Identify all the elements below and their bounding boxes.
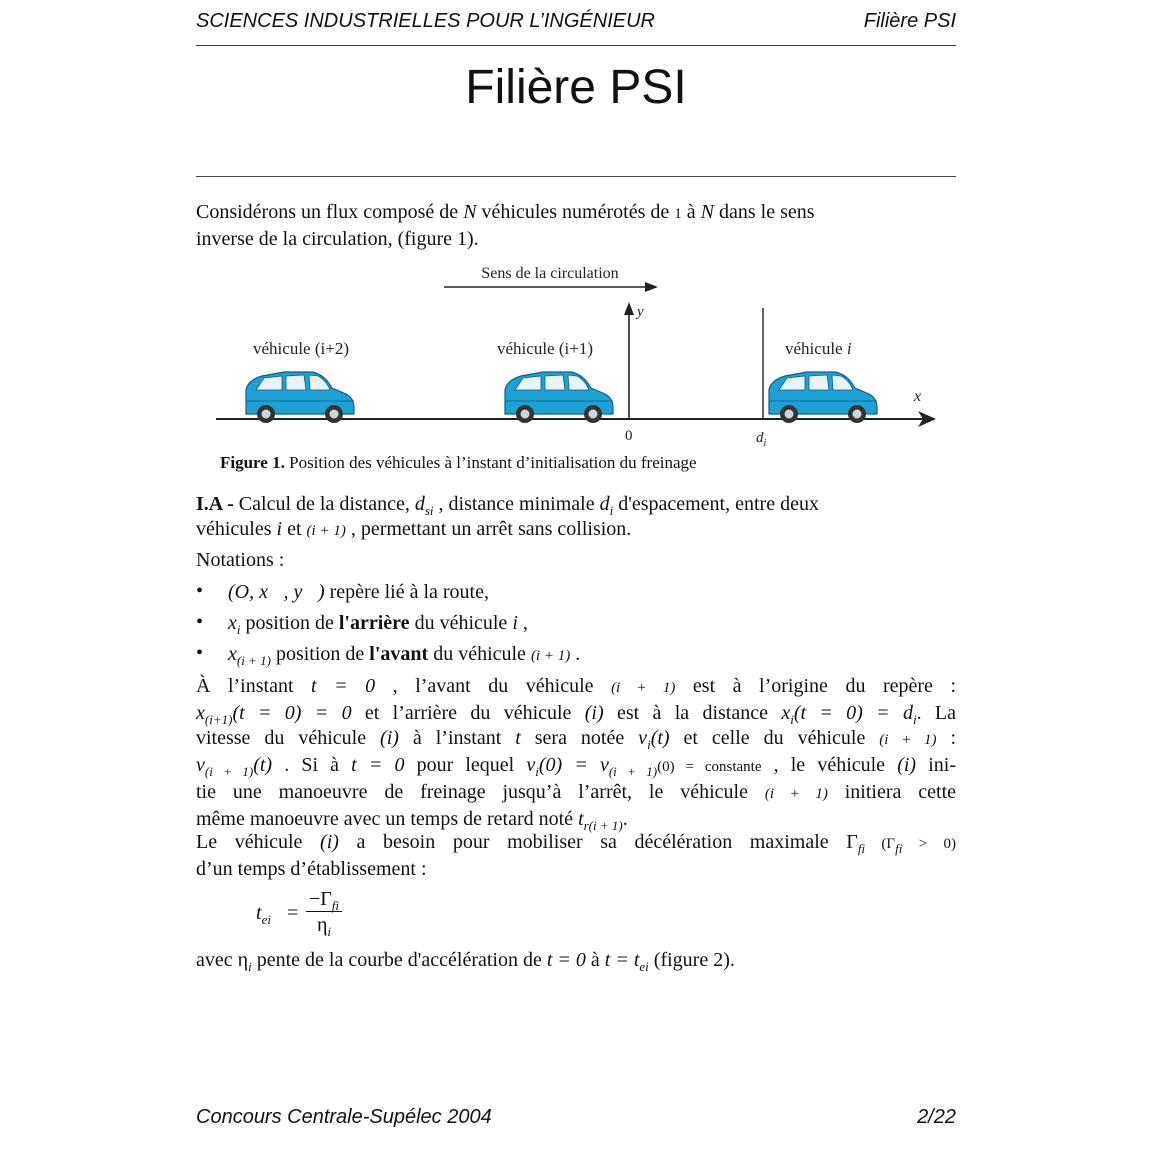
bullet-2: $x_i$ position de l'arrière du véhicule i , xyxy=(228,612,528,637)
y-axis-label: y xyxy=(637,304,644,320)
di-label: $d_i$ xyxy=(756,430,767,449)
figure-vehicles xyxy=(196,258,956,453)
paragraph-deceleration: Le véhicule (i) a besoin pour mobiliser sa décélération maximale $\Gamma_{fi}$ $(\Gamma_{fi} > 0)$ d’un temps d’établissement : xyxy=(196,831,956,880)
fraction-bar xyxy=(306,911,342,912)
origin-label: 0 xyxy=(625,428,633,444)
bullet-1-marker: • xyxy=(196,580,204,602)
vehicle-i-plus-2 xyxy=(246,372,354,423)
vehicle-i xyxy=(769,372,877,423)
footer-left: Concours Centrale-Supélec 2004 xyxy=(196,1106,492,1128)
footer-page-number: 2/22 xyxy=(917,1106,956,1128)
paragraph-slope: avec $\eta_i$ pente de la courbe d'accélération de t = 0 à $t = t_{ei}$ (figure 2). xyxy=(196,949,735,974)
bullet-3: $x_{(i + 1)}$ position de l'avant du véhicule (i + 1) . xyxy=(228,643,581,668)
bullet-1: (O, x⃗, y⃗) repère lié à la route, xyxy=(228,581,489,603)
title-rule xyxy=(196,176,956,177)
y-axis-arrowhead xyxy=(624,302,634,315)
x-axis-label: x xyxy=(914,388,922,405)
vehicle-label-i-plus-1: véhicule (i+1) xyxy=(497,339,593,358)
bullet-2-marker: • xyxy=(196,611,204,633)
header-rule xyxy=(196,45,956,46)
bullet-3-marker: • xyxy=(196,642,204,664)
section-ia: I.A - Calcul de la distance, $d_{si}$ , distance minimale $d_i$ d'espacement, entre deux véhicules i et (i + 1) , permettant un arrêt sans collision. xyxy=(196,493,819,540)
direction-label: Sens de la circulation xyxy=(481,265,619,282)
intro-paragraph: Considérons un flux composé de N véhicules numérotés de 1 à N dans le sens inverse de la circulation, (figure 1). xyxy=(196,201,815,250)
figure-caption: Figure 1. Position des véhicules à l’instant d’initialisation du freinage xyxy=(220,453,697,472)
page-title: Filière PSI xyxy=(465,61,687,114)
header-right: Filière PSI xyxy=(863,10,956,32)
vehicle-label-i-plus-2: véhicule (i+2) xyxy=(253,339,349,358)
vehicle-i-plus-1 xyxy=(505,372,613,423)
vehicle-label-i: véhicule i xyxy=(785,339,852,358)
paragraph-initial-conditions: À l’instant t = 0 , l’avant du véhicule (i + 1) est à l’origine du repère : $x_{(i+1)}(t = 0) = 0$ et l’arrière du véhicule (i) est à la distance $x_i(t = 0) = d_i$. La vitesse du véhicule (i) à l’instant t sera notée $v_i(t)$ et celle du véhicule (i + 1) : $v_{(i + 1)}(t)$ . Si à t = 0 pour lequel $v_i(0) = v_{(i + 1)}(0)$ = constante , le véhicule (i) ini- tie une manoeuvre de freinage jusqu’à l’arrêt, le véhicule (i + 1) initiera cette même manoeuvre avec un temps de retard noté $t_{r(i + 1)}$. xyxy=(196,675,957,833)
header-left: SCIENCES INDUSTRIELLES POUR L’INGÉNIEUR xyxy=(196,10,655,32)
direction-arrowhead xyxy=(645,282,658,292)
section-label: I.A - xyxy=(196,493,234,515)
notations-heading: Notations : xyxy=(196,549,285,571)
